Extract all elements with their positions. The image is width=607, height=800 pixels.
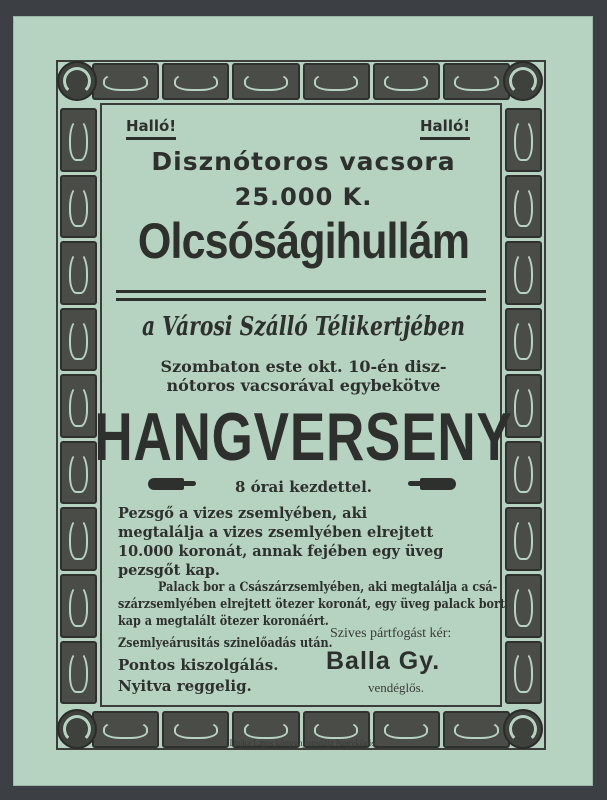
corner-rosette-icon (57, 61, 97, 101)
concert-title: HANGVERSENY (94, 399, 513, 475)
ornament-tile (443, 63, 510, 100)
prize-wine-line: Palack bor a Császárzsemlyében, aki megtalálja a csá- (158, 580, 498, 595)
prize-champagne-line: pezsgőt kap. (118, 562, 220, 579)
prize-wine-line: kap a megtalált ötezer koronáért. (118, 614, 329, 629)
headline-underline (116, 290, 486, 293)
open-hours-note: Nyitva reggelig. (118, 677, 252, 695)
pointing-hand-left-icon (420, 478, 456, 490)
venue-line: a Városi Szálló Télikertjében (141, 312, 466, 342)
support-request: Szives pártfogást kér: (330, 626, 452, 641)
ornament-tile (303, 63, 370, 100)
event-date-line: nótoros vacsorával egybekötve (166, 376, 441, 395)
dinner-title: Disznótoros vacsora (151, 147, 456, 176)
headline: Olcsóságihullám (137, 213, 470, 269)
ornament-tile (505, 641, 542, 705)
ornament-band-top (92, 63, 510, 100)
service-note: Pontos kiszolgálás. (118, 656, 279, 674)
ornament-tile (60, 641, 97, 705)
prize-champagne-line: megtalálja a vizes zsemlyében elrejtett (118, 524, 434, 541)
owner-role: vendéglős. (368, 680, 424, 695)
hallo-left: Halló! (126, 117, 176, 140)
corner-rosette-icon (503, 61, 543, 101)
prize-champagne-line: Pezsgő a vizes zsemlyében, aki (118, 505, 368, 522)
ornament-tile (505, 574, 542, 638)
roll-sale-note: Zsemlyeárusitás szinelőadás után. (118, 636, 333, 651)
headline-underline (116, 298, 486, 301)
hallo-right: Halló! (420, 117, 470, 140)
owner-name: Balla Gy. (326, 647, 441, 675)
dinner-price: 25.000 K. (234, 183, 373, 211)
printer-credit: Dajka Lajos könyvnyomdája Nagykőrös. (229, 738, 378, 748)
ornament-tile (92, 63, 159, 100)
event-date-line: Szombaton este okt. 10-én disz- (160, 357, 447, 376)
prize-wine-line: szárzsemlyében elrejtett ötezer koronát, egy üveg palack bort (118, 597, 506, 612)
ornament-tile (232, 63, 299, 100)
ornament-tile (373, 63, 440, 100)
ornament-tile (60, 574, 97, 638)
ornament-tile (505, 507, 542, 571)
ornament-tile (162, 63, 229, 100)
start-time: 8 órai kezdettel. (234, 478, 372, 496)
prize-champagne-line: 10.000 koronát, annak fejében egy üveg (118, 543, 444, 560)
ornament-tile (60, 507, 97, 571)
